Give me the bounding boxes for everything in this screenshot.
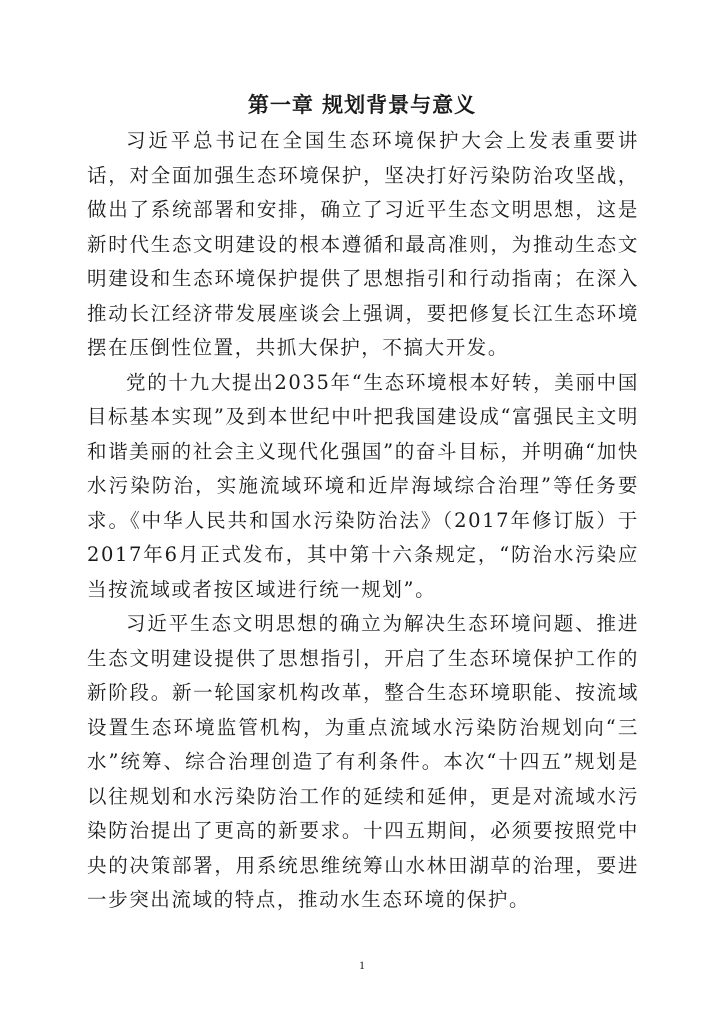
page-number: 1 (359, 958, 365, 972)
paragraph-1: 习近平总书记在全国生态环境保护大会上发表重要讲话，对全面加强生态环境保护，坚决打好污染防治攻坚战，做出了系统部署和安排，确立了习近平生态文明思想，这是新时代生态文明建设的根本遵循和最高准则，为推动生态文明建设和生态环境保护提供了思想指引和行动指南；在深入推动长江经济带发展座谈会上强调，要把修复长江生态环境摆在压倒性位置，共抓大保护，不搞大开发。 (87, 129, 639, 359)
paragraph-3: 习近平生态文明思想的确立为解决生态环境问题、推进生态文明建设提供了思想指引，开启了生态环境保护工作的新阶段。新一轮国家机构改革，整合生态环境职能、按流域设置生态环境监管机构，为重点流域水污染防治规划向“三水”统筹、综合治理创造了有利条件。本次“十四五”规划是以往规划和水污染防治工作的延续和延伸，更是对流域水污染防治提出了更高的新要求。十四五期间，必须要按照党中央的决策部署，用系统思维统筹山水林田湖草的治理，要进一步突出流域的特点，推动水生态环境的保护。 (87, 612, 639, 911)
paragraph-2: 党的十九大提出2035年“生态环境根本好转，美丽中国目标基本实现”及到本世纪中叶把我国建设成“富强民主文明和谐美丽的社会主义现代化强国”的奋斗目标，并明确“加快水污染防治，实施流域环境和近岸海域综合治理”等任务要求。《中华人民共和国水污染防治法》（2017年修订版）于2017年6月正式发布，其中第十六条规定，“防治水污染应当按流域或者按区域进行统一规划”。 (87, 370, 639, 601)
body-text (87, 124, 639, 918)
chapter-title: 第一章 规划背景与意义 (247, 92, 477, 117)
